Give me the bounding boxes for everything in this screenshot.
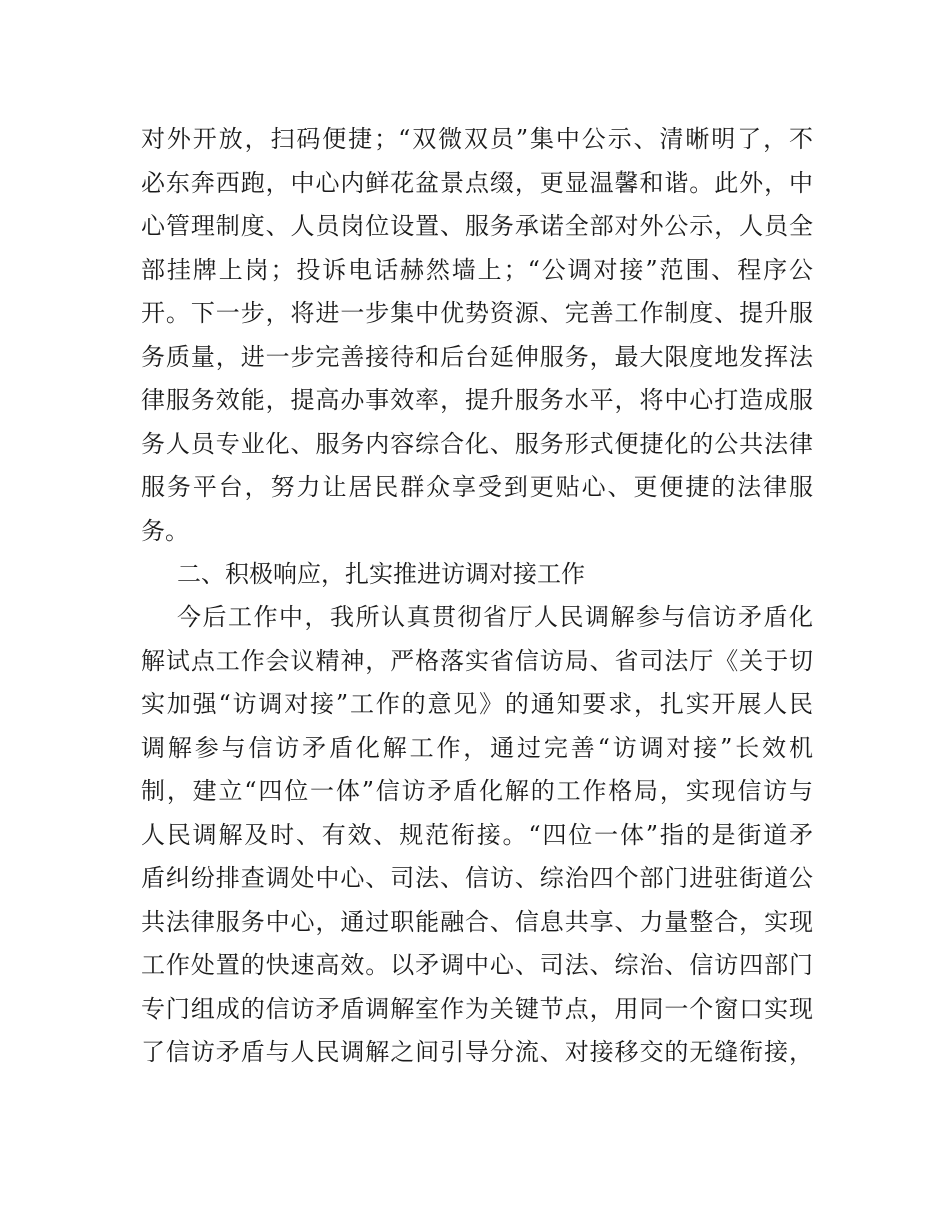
paragraph-line: 盾纠纷排查调处中心、司法、信访、综治四个部门进驻街道公 [141,864,813,892]
paragraph-line: 人民调解及时、有效、规范衔接。“四位一体”指的是街道矛 [141,820,813,849]
paragraph-line: 务质量，进一步完善接待和后台延伸服务，最大限度地发挥法 [141,342,813,371]
paragraph-line: 解试点工作会议精神，严格落实省信访局、省司法厅《关于切 [141,646,813,675]
paragraph-line: 调解参与信访矛盾化解工作，通过完善“访调对接”长效机 [141,733,813,762]
paragraph-line: 开。下一步，将进一步集中优势资源、完善工作制度、提升服 [141,299,813,327]
paragraph-line: 对外开放，扫码便捷；“双微双员”集中公示、清晰明了，不 [141,125,813,153]
paragraph-line: 了信访矛盾与人民调解之间引导分流、对接移交的无缝衔接， [141,1038,813,1066]
paragraph-line: 制，建立“四位一体”信访矛盾化解的工作格局，实现信访与 [141,777,813,805]
paragraph-line: 部挂牌上岗；投诉电话赫然墙上；“公调对接”范围、程序公 [141,255,813,284]
paragraph-line: 律服务效能，提高办事效率，提升服务水平，将中心打造成服 [141,386,813,414]
paragraph-line: 实加强“访调对接”工作的意见》的通知要求，扎实开展人民 [141,690,813,718]
paragraph-line: 专门组成的信访矛盾调解室作为关键节点，用同一个窗口实现 [141,994,813,1023]
paragraph-line: 工作处置的快速高效。以矛调中心、司法、综治、信访四部门 [141,951,813,979]
paragraph-2 [141,596,813,1075]
paragraph-1-body [141,118,813,553]
paragraph-1 [141,118,813,553]
paragraph-line: 必东奔西跑，中心内鲜花盆景点缀，更显温馨和谐。此外，中 [141,168,813,197]
paragraph-line: 服务平台，努力让居民群众享受到更贴心、更便捷的法律服 [141,473,813,501]
paragraph-line: 务。 [141,516,189,545]
paragraph-line: 心管理制度、人员岗位设置、服务承诺全部对外公示，人员全 [141,212,813,240]
section-heading-2 [141,553,813,597]
section-heading-text: 二、积极响应，扎实推进访调对接工作 [177,560,585,588]
paragraph-line: 今后工作中，我所认真贯彻省厅人民调解参与信访矛盾化 [177,603,813,631]
paragraph-line: 务人员专业化、服务内容综合化、服务形式便捷化的公共法律 [141,429,813,458]
paragraph-line: 共法律服务中心，通过职能融合、信息共享、力量整合，实现 [141,907,813,936]
paragraph-2-body [141,596,813,1075]
